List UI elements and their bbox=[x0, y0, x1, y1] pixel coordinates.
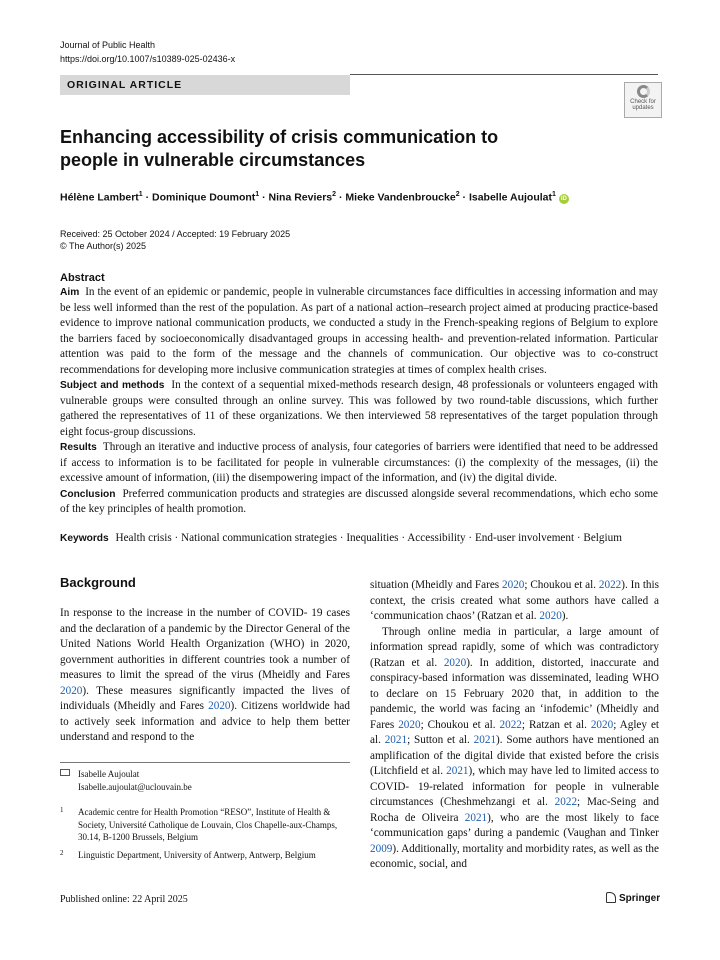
citation-link[interactable]: 2009 bbox=[370, 842, 393, 855]
abstract-heading: Abstract bbox=[60, 272, 105, 284]
publisher-logo: Springer bbox=[606, 892, 660, 904]
citation-link[interactable]: 2021 bbox=[446, 765, 469, 777]
check-updates-icon bbox=[637, 85, 650, 98]
background-paragraph-2 bbox=[370, 625, 659, 873]
journal-header bbox=[60, 38, 235, 66]
body-text: ). Additionally, mortality and morbidity rates, as well as the economic, social, and bbox=[370, 842, 659, 870]
citation-link[interactable]: 2020 bbox=[208, 700, 231, 712]
springer-horse-icon bbox=[606, 892, 616, 903]
footnote-rule bbox=[60, 762, 350, 763]
citation-link[interactable]: 2021 bbox=[473, 734, 497, 746]
keywords-label: Keywords bbox=[60, 533, 109, 544]
body-text: ). In addition, distorted, inaccurate and conspiracy-based information was disseminated, leading WHO to declare on 15 February 2020 that, in addition to the pandemic, the world was facing an ‘infodemic’ (Mheidly and Fares bbox=[370, 656, 659, 731]
background-paragraph-1 bbox=[60, 606, 350, 746]
section-heading-background: Background bbox=[60, 575, 136, 590]
citation-link[interactable]: 2020 bbox=[502, 579, 525, 591]
affiliation-1: 1 Academic centre for Health Promotion “RESO”, Institute of Health & Society, Université Catholique de Louvain, Clos Chapelle-aux-Champs, 30.14, B-1200 Brussels, Belgium bbox=[60, 806, 338, 842]
author-name[interactable]: Hélène Lambert bbox=[60, 191, 139, 204]
keywords bbox=[60, 532, 622, 544]
right-column bbox=[370, 578, 659, 873]
abstract-aim: Aim In the event of an epidemic or pandemic, people in vulnerable circumstances face difficulties in accessing information and may be less well informed than the rest of the population. As part of a national action–research project aimed at producing practice-based evidence to improve national communication products, we conducted a study in the French-speaking regions of Belgium to explore the barriers faced by socioeconomically disadvantaged groups in accessing health- and prevention-related information. Particular attention was paid to the form of the message and the channels of communication. Our objective was to co-construct recommendations for developing more inclusive communication strategies at times of complex health crises. bbox=[60, 286, 658, 376]
citation-link[interactable]: 2021 bbox=[464, 811, 488, 824]
check-for-updates-badge[interactable]: Check for updates bbox=[624, 82, 662, 118]
received-accepted: Received: 25 October 2024 / Accepted: 19 February 2025 bbox=[60, 229, 291, 239]
body-text: ). In this context, the crisis created what some authors have called a ‘communication chaos’ (Ratzan et al. bbox=[370, 579, 659, 622]
affiliation-2: 2 Linguistic Department, University of Antwerp, Antwerp, Belgium bbox=[60, 849, 316, 860]
author-name[interactable]: Isabelle Aujoulat bbox=[468, 191, 552, 204]
author-name[interactable]: Nina Reviers bbox=[268, 191, 333, 204]
body-text: ). Some authors have mentioned an amplification of the digital divide that existed before the crisis (Litchfield et al. bbox=[370, 734, 659, 777]
abstract-conclusion: Conclusion Preferred communication products and strategies are discussed alongside several recommendations, which echo some of the key principles of health promotion. bbox=[60, 487, 658, 515]
body-text: ). Citizens worldwide had to actively seek information and advice to help them better understand and respond to the bbox=[60, 700, 350, 743]
corresp-name: Isabelle Aujoulat bbox=[78, 769, 140, 779]
corresp-email[interactable]: Isabelle.aujoulat@uclouvain.be bbox=[78, 782, 192, 792]
author-name[interactable]: Mieke Vandenbroucke bbox=[345, 191, 456, 204]
author-separator: · bbox=[336, 191, 346, 204]
body-text: ; Mac-Seing and Rocha de Oliveira bbox=[370, 796, 659, 824]
author-name[interactable]: Dominique Doumont bbox=[152, 191, 256, 204]
keywords-text: Health crisis · National communication strategies · Inequalities · Accessibility · End-user involvement · Belgium bbox=[115, 532, 622, 544]
doi-link[interactable]: https://doi.org/10.1007/s10389-025-02436-x bbox=[60, 54, 236, 64]
body-text: Through online media in particular, a large amount of information spread rapidly, some of which was contradictory (Ratzan et al. bbox=[370, 625, 659, 669]
envelope-icon bbox=[60, 769, 70, 776]
citation-link[interactable]: 2022 bbox=[598, 579, 622, 591]
author-separator: · bbox=[142, 191, 153, 204]
article-dates bbox=[60, 228, 290, 252]
citation-link[interactable]: 2020 bbox=[539, 610, 562, 622]
body-text: ; Agley et al. bbox=[370, 718, 660, 746]
citation-link[interactable]: 2020 bbox=[443, 656, 467, 669]
body-text: ). These measures significantly impacted the lives of individuals (Mheidly and Fares bbox=[60, 684, 350, 712]
article-title: Enhancing accessibility of crisis communication to people in vulnerable circumstances bbox=[60, 127, 499, 170]
body-text: ; Choukou et al. bbox=[420, 718, 500, 731]
article-type-banner: ORIGINAL ARTICLE bbox=[60, 75, 350, 95]
citation-link[interactable]: 2022 bbox=[554, 796, 578, 808]
body-text: In response to the increase in the number of COVID- 19 cases and the declaration of a pandemic by the Director General of the United Nations World Health Organization (WHO) in 2020, government authorities in different countries took a number of measures to limit the spread of the virus (Mheidly and Fares bbox=[60, 607, 350, 681]
citation-link[interactable]: 2020 bbox=[590, 718, 614, 731]
author-affiliation-marker: 1 bbox=[138, 191, 143, 198]
author-separator: · bbox=[459, 191, 469, 204]
abstract bbox=[60, 272, 658, 518]
body-text: ; Choukou et al. bbox=[524, 579, 599, 591]
citation-link[interactable]: 2020 bbox=[398, 718, 421, 731]
author-separator: · bbox=[259, 191, 269, 204]
published-online: Published online: 22 April 2025 bbox=[60, 894, 188, 905]
citation-link[interactable]: 2020 bbox=[60, 684, 83, 697]
author-affiliation-marker: 1 bbox=[552, 191, 556, 198]
body-text: ; Ratzan et al. bbox=[521, 718, 591, 731]
author-affiliation-marker: 2 bbox=[332, 191, 337, 198]
body-text: ), which may have led to limited access to COVID- 19-related information for people in vulnerable circumstances (Cheshmehzangi et al. bbox=[370, 765, 659, 808]
header-rule bbox=[350, 74, 658, 75]
orcid-icon[interactable]: iD bbox=[560, 195, 567, 202]
copyright: © The Author(s) 2025 bbox=[60, 241, 147, 251]
abstract-results: Results Through an iterative and inductive process of analysis, four categories of barriers were identified that need to be addressed if access to information is to be facilitated for people in vulnerable circumstances: (i) the complexity of the messages, (ii) the excessive amount of information, (iii) the disempowering impact of the information, and (iv) the digital divide. bbox=[60, 441, 658, 484]
background-paragraph-1-cont bbox=[370, 578, 659, 625]
author-affiliation-marker: 2 bbox=[455, 191, 460, 198]
abstract-methods: Subject and methods In the context of a sequential mixed-methods research design, 48 professionals or volunteers engaged with vulnerable groups were consulted through an online survey. This was followed by two round-table discussions, which further gathered the representatives of 11 of these organizations. We then interviewed 58 representatives of the target population through eight focus-group discussions. bbox=[60, 379, 658, 438]
body-text: ). bbox=[561, 610, 569, 622]
corresponding-author bbox=[60, 768, 192, 794]
body-text: ), who are the most likely to face ‘communication gaps’ during a pandemic (Vaughan and Tinker bbox=[370, 811, 659, 839]
body-text: situation (Mheidly and Fares bbox=[370, 579, 502, 591]
author-affiliation-marker: 1 bbox=[255, 191, 260, 198]
journal-name: Journal of Public Health bbox=[60, 40, 156, 50]
citation-link[interactable]: 2022 bbox=[499, 718, 522, 731]
citation-link[interactable]: 2021 bbox=[384, 734, 408, 746]
body-text: ; Sutton et al. bbox=[407, 734, 474, 746]
author-list bbox=[60, 191, 569, 204]
